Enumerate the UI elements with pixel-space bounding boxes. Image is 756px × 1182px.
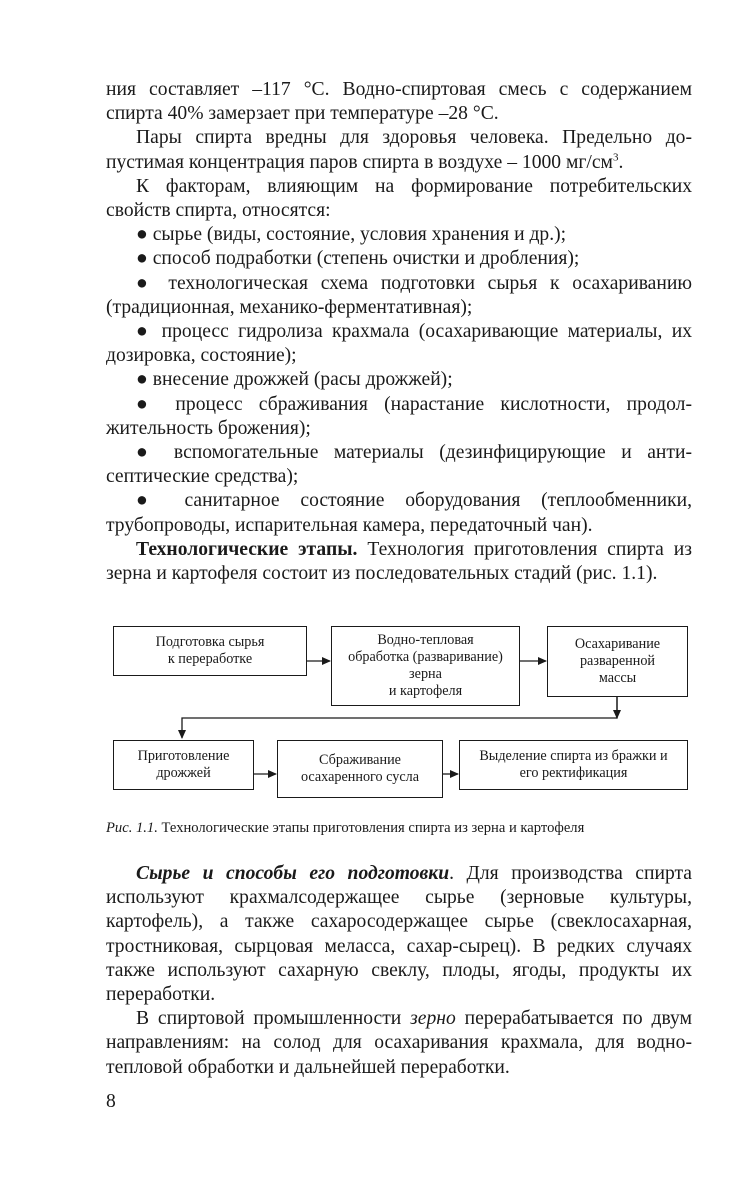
caption-label: Рис. 1.1. — [106, 820, 158, 836]
list-item: ● санитарное состояние оборудования (теплообменники, трубопроводы, испарительная камера, передаточный чан). — [106, 490, 692, 536]
list-item: ● сырье (виды, состояние, условия хранения и др.); — [136, 224, 567, 246]
figure-caption — [106, 819, 706, 837]
list-item: ● процесс гидролиза крахмала (осахаривающие материалы, их дозировка, состояние); — [106, 321, 692, 367]
paragraph-line: спирта 40% замерзает при температуре –28 °С. — [106, 103, 499, 125]
box-saccharification: Осахаривание разваренной массы — [547, 626, 688, 697]
list-item: ● способ подработки (степень очистки и дробления); — [136, 248, 580, 270]
paragraph-line: ния составляет –117 °С. Водно-спиртовая смесь с содержанием — [106, 79, 692, 100]
paragraph-raw-materials: Сырье и способы его подготовки. Для производства спирта используют крахмалсодержащее сырье (зерновые культуры, картофель), а также сахаросодержащее сырье (свеклосахарная, тростниковая, сырцовая меласса, сахар-сырец). В редких случаях также используют сахарную свеклу, плоды, ягоды, продукты их переработки. — [106, 863, 692, 1006]
page-number: 8 — [106, 1091, 116, 1112]
box-water-heat: Водно-тепловая обработка (разваривание) зерна и картофеля — [331, 626, 520, 706]
list-item: ● технологическая схема подготовки сырья к осахариванию (традиционная, механико-ферментативная); — [106, 272, 692, 318]
box-yeast: Приготовление дрожжей — [113, 740, 254, 790]
raw-materials-heading: Сырье и способы его подготовки — [136, 863, 450, 884]
paragraph-grain: В спиртовой промышленности зерно перерабатывается по двум направлениям: на солод для осахаривания крахмала, для водно-тепловой обработки и дальнейшей переработки. — [106, 1008, 692, 1078]
paragraph-factors-intro: К факторам, влияющим на формирование потребительских свойств спирта, относятся: — [106, 175, 692, 222]
italic-term: зерно — [410, 1008, 456, 1030]
list-item: ● внесение дрожжей (расы дрожжей); — [136, 369, 453, 391]
process-flow-diagram — [106, 620, 706, 810]
box-extraction: Выделение спирта из бражки и его ректификация — [459, 740, 688, 790]
main-text-bottom — [106, 862, 692, 1080]
paragraph-stages: Технологические этапы. Технология приготовления спирта из зерна и картофеля состоит из последовательных стадий (рис. 1.1). — [106, 538, 692, 585]
stages-heading: Технологические этапы. — [136, 538, 358, 560]
list-item: ● вспомогательные материалы (дезинфицирующие и антисептические средства); — [106, 442, 692, 488]
list-item: ● процесс сбраживания (нарастание кислотности, продолжительность брожения); — [106, 393, 692, 439]
superscript: 3 — [612, 151, 619, 164]
box-raw-prep: Подготовка сырья к переработке — [113, 626, 307, 676]
main-text-top — [106, 78, 692, 586]
caption-text: Технологические этапы приготовления спирта из зерна и картофеля — [161, 820, 585, 836]
paragraph-vapor: Пары спирта вредны для здоровья человека. Предельно допустимая концентрация паров спирта в воздухе – 1000 $мг/см^3$. — [106, 127, 692, 173]
box-fermentation: Сбраживание осахаренного сусла — [277, 740, 443, 798]
